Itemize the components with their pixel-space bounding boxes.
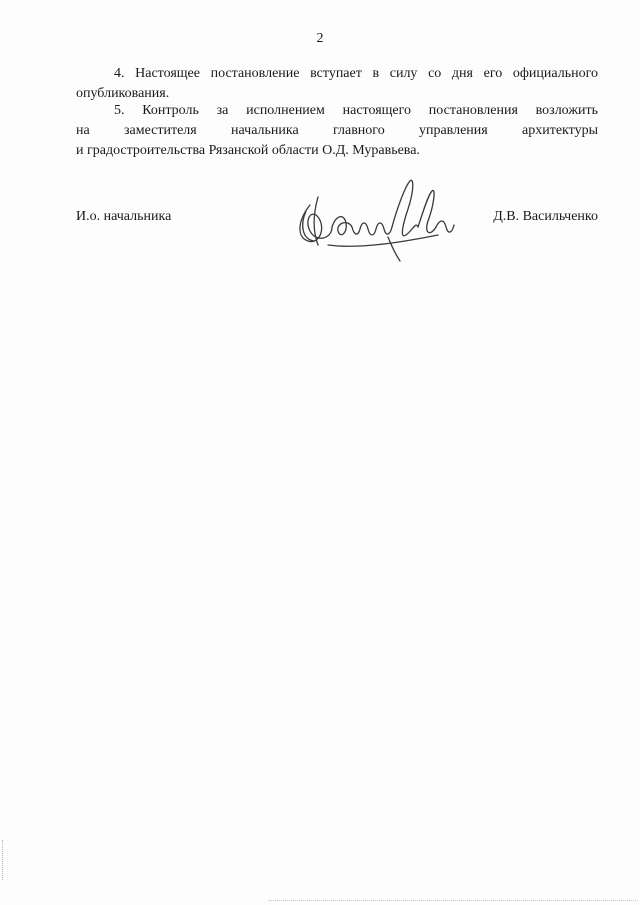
paragraph-4-line-2: опубликования.: [76, 86, 170, 101]
paragraph-4: [76, 64, 598, 104]
signatory-name: Д.В. Васильченко: [493, 209, 598, 224]
paragraph-5: [76, 101, 598, 161]
paragraph-5-line-1: 5. Контроль за исполнением настоящего постановления возложить: [114, 103, 598, 118]
scan-artifact-left: [2, 840, 5, 880]
paragraph-5-line-2: на заместителя начальника главного управления архитектуры: [76, 123, 598, 138]
page-number: 2: [316, 31, 324, 46]
paragraph-5-line-3: и градостроительства Рязанской области О.Д. Муравьева.: [76, 143, 420, 158]
handwritten-signature: [288, 175, 458, 265]
scan-artifact-bottom: [268, 900, 638, 902]
signature-row: [76, 205, 598, 265]
paragraph-4-line-1: 4. Настоящее постановление вступает в силу со дня его официального: [114, 66, 598, 81]
signatory-role: И.о. начальника: [76, 209, 172, 224]
